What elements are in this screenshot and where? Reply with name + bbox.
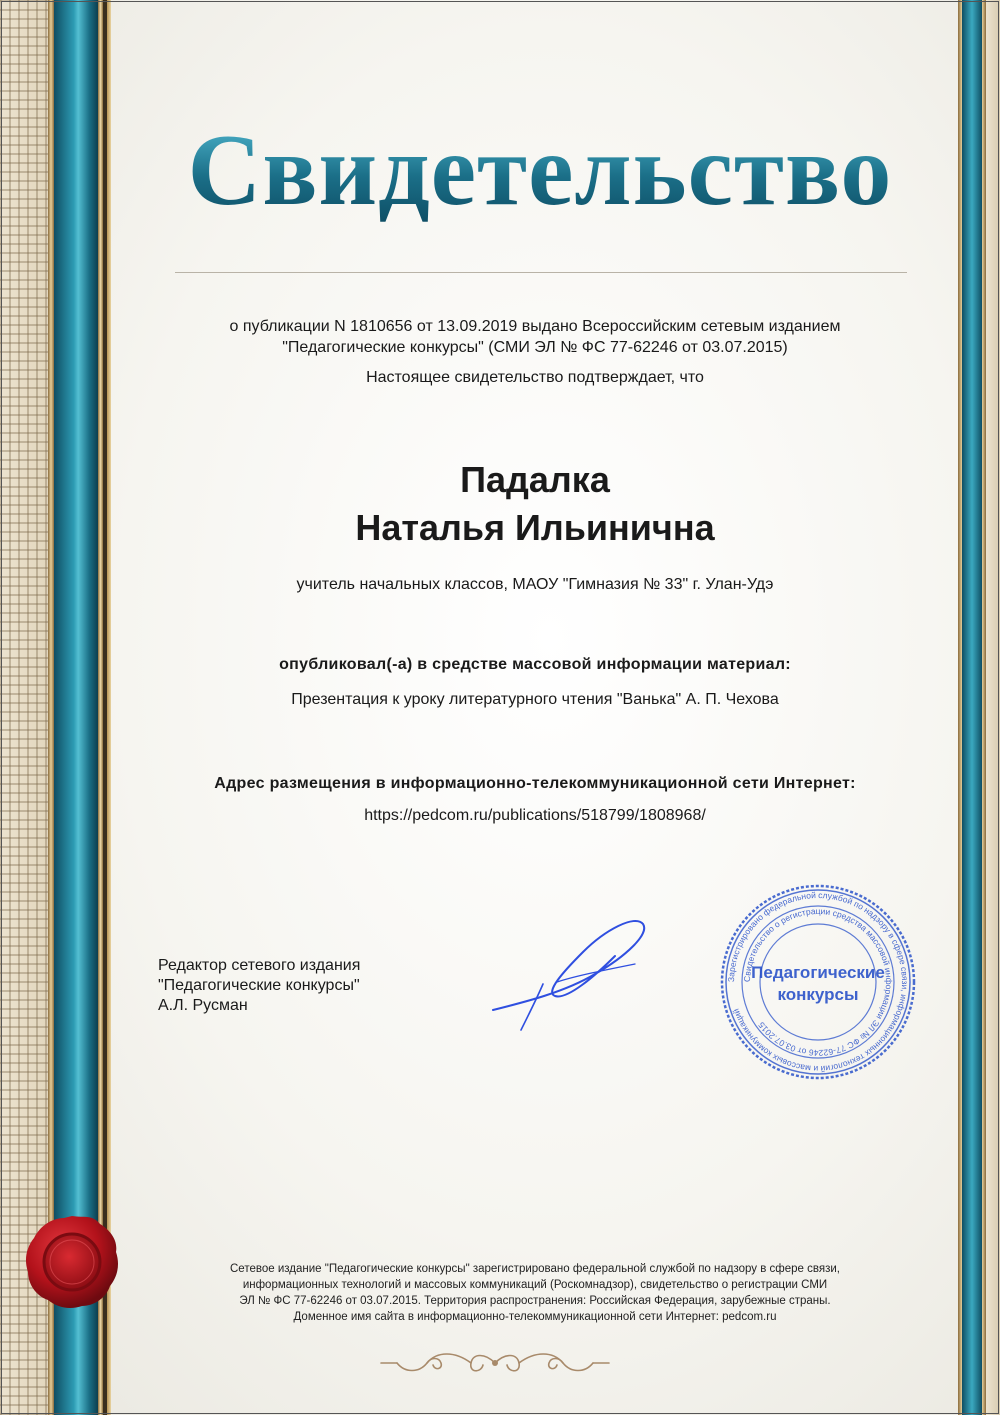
signature-icon	[485, 912, 660, 1052]
left-lattice-pattern	[0, 0, 48, 1415]
stamp-center-line-2: конкурсы	[777, 985, 859, 1004]
publication-url[interactable]: https://pedcom.ru/publications/518799/1808968/	[364, 807, 706, 824]
stamp-ring-inner: Свидетельство о регистрации средства массовой информации ЭЛ № ФС 77-62246 от 03.07.2015	[741, 905, 895, 1059]
stamp-ring-outer: Зарегистрировано федеральной службой по надзору в сфере связи, информационных технологий и массовых коммуникаций	[725, 889, 911, 1075]
left-gold-edge	[107, 0, 111, 1415]
recipient-position: учитель начальных классов, МАОУ "Гимназия № 33" г. Улан-Удэ	[296, 576, 774, 593]
official-stamp	[718, 882, 918, 1082]
footer-line-3: ЭЛ № ФС 77-62246 от 03.07.2015. Территория распространения: Российская Федерация, зарубежные страны.	[239, 1295, 831, 1307]
recipient-given-names: Наталья Ильинична	[355, 507, 715, 548]
intro-line-1: о публикации N 1810656 от 13.09.2019 выдано Всероссийским сетевым изданием	[229, 318, 841, 335]
footer-line-2: информационных технологий и массовых коммуникаций (Роскомнадзор), свидетельство о регистрации СМИ	[242, 1279, 828, 1291]
left-decorative-band	[0, 0, 125, 1415]
svg-text:Свидетельство о регистрации ср	[742, 906, 894, 1058]
editor-line-3: А.Л. Русман	[158, 997, 248, 1014]
published-heading: опубликовал(-а) в средстве массовой информации материал:	[279, 656, 791, 673]
svg-text:Зарегистрировано федеральной с	[726, 890, 910, 1074]
intro-line-2: "Педагогические конкурсы" (СМИ ЭЛ № ФС 77-62246 от 03.07.2015)	[282, 339, 788, 356]
address-heading: Адрес размещения в информационно-телекоммуникационной сети Интернет:	[214, 775, 856, 792]
editor-block	[158, 956, 360, 1016]
right-teal-ribbon	[962, 0, 982, 1415]
confirm-text: Настоящее свидетельство подтверждает, что	[366, 369, 704, 386]
wax-seal-icon	[22, 1212, 122, 1312]
footer-ornament-icon	[375, 1345, 615, 1381]
recipient-name	[150, 456, 920, 552]
footer-line-1: Сетевое издание "Педагогические конкурсы" зарегистрировано федеральной службой по надзору в сфере связи,	[230, 1263, 840, 1275]
certificate-title: Свидетельство	[150, 120, 930, 222]
footer-registration-note	[170, 1261, 900, 1325]
editor-line-2: "Педагогические конкурсы"	[158, 977, 360, 994]
recipient-surname: Падалка	[460, 459, 610, 500]
left-teal-ribbon	[54, 0, 98, 1415]
material-title: Презентация к уроку литературного чтения "Ванька" А. П. Чехова	[291, 691, 779, 708]
title-divider	[175, 272, 907, 273]
editor-line-1: Редактор сетевого издания	[158, 957, 361, 974]
right-edge	[986, 0, 1000, 1415]
publication-intro	[150, 316, 920, 358]
footer-line-4[interactable]: Доменное имя сайта в информационно-телекоммуникационной сети Интернет: pedcom.ru	[293, 1311, 777, 1323]
stamp-center-line-1: Педагогические	[751, 963, 885, 982]
